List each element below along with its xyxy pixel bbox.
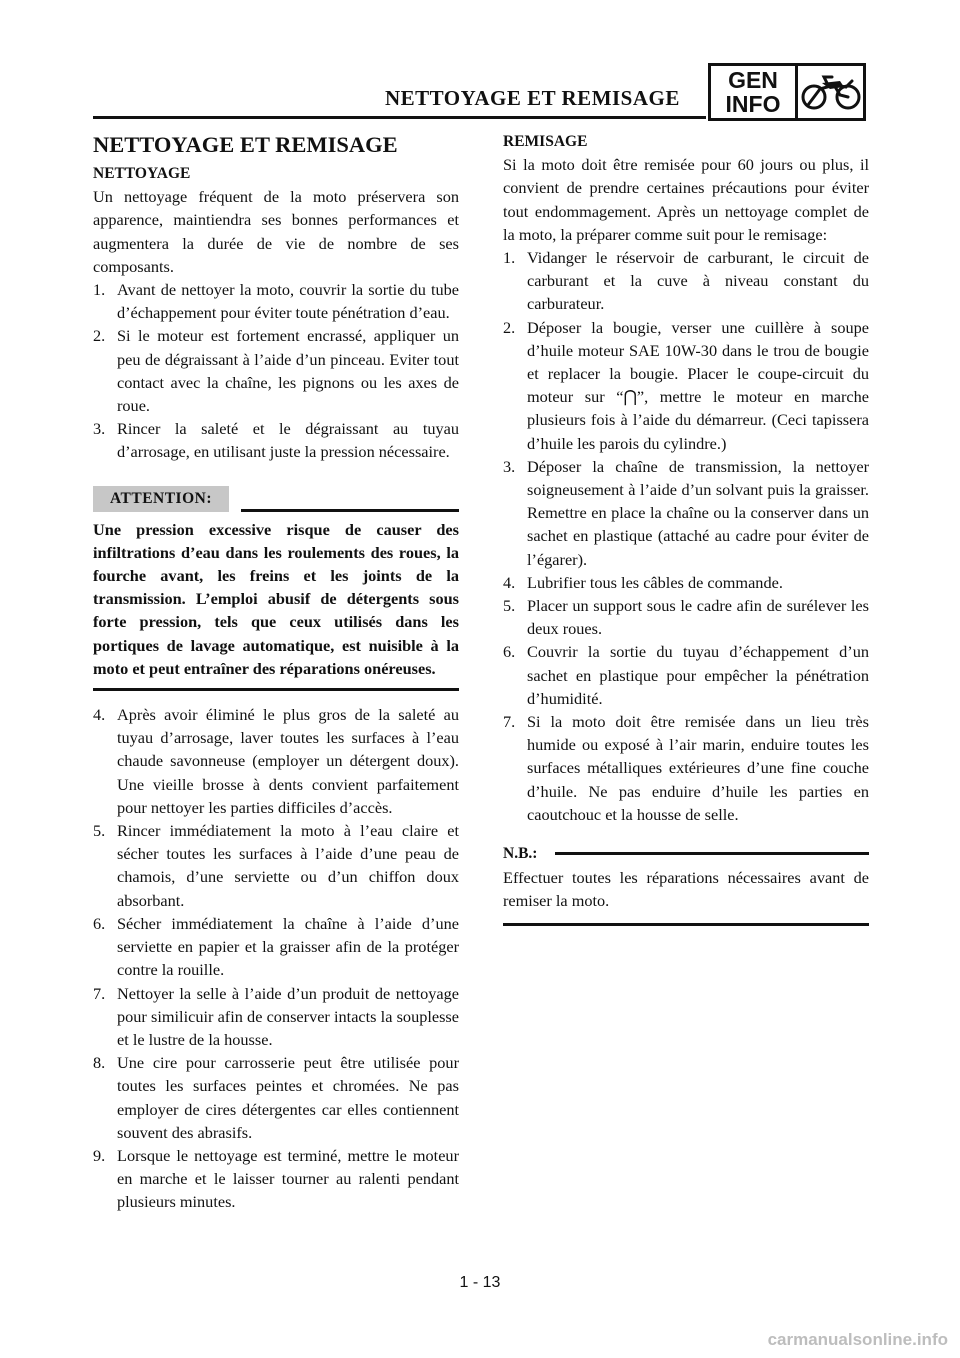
list-item	[503, 455, 869, 571]
list-item-number: 1.	[93, 280, 106, 300]
gen-info-badge	[708, 63, 866, 121]
list-item-number: 7.	[503, 712, 516, 732]
attention-end-rule	[93, 688, 459, 691]
attention-rule	[241, 509, 459, 512]
list-item-number: 4.	[503, 572, 516, 592]
list-item-text: Après avoir éliminé le plus gros de la saleté au tuyau d’arrosage, laver toutes les surfaces à l’eau chaude savonneuse (employer un détergent doux). Une vieille brosse à dents convient parfaitement pour nettoyer les parties difficiles d’accès.	[117, 705, 459, 817]
attention-text: Une pression excessive risque de causer des infiltrations d’eau dans les roulements des roues, la fourche avant, les freins et les joints de la transmission. L’emploi abusif de détergents sous forte pression, tels que ceux utilisés dans les portiques de lavage automatique, est nuisible à la moto et peut entraîner des réparations onéreuses.	[93, 519, 459, 678]
list-item-number: 3.	[93, 419, 106, 439]
badge-text	[711, 66, 798, 118]
list-item-text: Rincer immédiatement la moto à l’eau claire et sécher toutes les surfaces à l’aide d’une peau de chamois, d’une serviette ou d’un chiffon doux absorbant.	[117, 821, 459, 910]
list-item-number: 4.	[93, 705, 106, 725]
list-item-text: Si le moteur est fortement encrassé, appliquer un peu de dégraissant à l’aide d’un pinceau. Eviter tout contact avec la chaîne, les pignons ou les axes de roue.	[117, 326, 459, 416]
list-item-text: Vidanger le réservoir de carburant, le circuit de carburant et la cuve à niveau constant du carburateur.	[527, 248, 869, 314]
list-item	[503, 710, 869, 826]
header-rule	[93, 116, 706, 119]
list-item-text: Si la moto doit être remisée dans un lieu très humide ou exposé à l’air marin, enduire toutes les surfaces métalliques extérieures d’une fine couche d’huile. Ne pas enduire d’huile les parties en caoutchouc et la housse de selle.	[527, 712, 869, 824]
header-title: NETTOYAGE ET REMISAGE	[385, 86, 680, 110]
list-item-text: Une cire pour carrosserie peut être utilisée pour toutes les surfaces peintes et chromées. Ne pas employer de cires détergentes car elles contiennent souvent des abrasifs.	[117, 1053, 459, 1142]
note-label: N.B.:	[503, 845, 538, 863]
list-item-number: 6.	[93, 913, 106, 933]
list-item	[93, 819, 459, 912]
list-item-number: 7.	[93, 983, 106, 1003]
washing-steps-list	[93, 703, 459, 1213]
watermark: carmanualsonline.info	[767, 1330, 948, 1349]
list-item-text: Nettoyer la selle à l’aide d’un produit de nettoyage pour similicuir afin de conserver intacts la souplesse et le lustre de la housse.	[117, 983, 459, 1049]
list-item-text: Sécher immédiatement la chaîne à l’aide d’une serviette en papier et la graisser afin de la protéger contre la rouille.	[117, 913, 459, 980]
note-rule	[555, 852, 869, 855]
subsection-title-remisage: REMISAGE	[503, 133, 588, 150]
storage-steps-list	[503, 246, 869, 826]
note-text: Effectuer toutes les réparations nécessaires avant de remiser la moto.	[503, 868, 869, 911]
list-item	[93, 982, 459, 1052]
left-column	[93, 130, 459, 1214]
list-item-number: 5.	[503, 596, 516, 616]
list-item	[503, 246, 869, 316]
attention-header	[93, 486, 459, 518]
note-header	[503, 846, 869, 866]
list-item	[503, 571, 869, 594]
list-item	[93, 417, 459, 463]
list-item-number: 2.	[93, 326, 106, 346]
cleaning-steps-list	[93, 278, 459, 464]
list-item-number: 6.	[503, 642, 516, 662]
motorcycle-icon	[798, 66, 863, 118]
note-end-rule	[503, 923, 869, 926]
list-item	[93, 1144, 459, 1214]
list-item	[93, 324, 459, 417]
list-item-number: 5.	[93, 821, 106, 841]
storage-intro: Si la moto doit être remisée pour 60 jours ou plus, il convient de prendre certaines précautions pour éviter tout endommagement. Après un nettoyage complet de la moto, la préparer comme suit pour le remisage:	[503, 155, 869, 244]
subsection-title-nettoyage: NETTOYAGE	[93, 165, 191, 182]
list-item-text: Lubrifier tous les câbles de commande.	[527, 572, 783, 592]
right-column	[503, 130, 869, 938]
list-item-number: 1.	[503, 248, 516, 268]
list-item-text: Avant de nettoyer la moto, couvrir la sortie du tube d’échappement pour éviter toute pénétration d’eau.	[117, 280, 459, 323]
list-item-text: Déposer la chaîne de transmission, la nettoyer soigneusement à l’aide d’un solvant puis la graisser. Remettre en place la chaîne ou la conserver dans un sachet en plastique (attaché au cadre pour éviter de l’égarer).	[527, 456, 869, 569]
section-title: NETTOYAGE ET REMISAGE	[93, 132, 398, 157]
list-item-text: Placer un support sous le cadre afin de surélever les deux roues.	[527, 596, 869, 639]
badge-line2: INFO	[725, 91, 781, 117]
list-item	[93, 278, 459, 324]
list-item	[503, 316, 869, 455]
list-item	[93, 1051, 459, 1144]
list-item	[503, 594, 869, 640]
list-item-number: 2.	[503, 317, 516, 337]
list-item-number: 8.	[93, 1053, 106, 1073]
list-item-number: 9.	[93, 1145, 106, 1165]
page-number: 1 - 13	[459, 1274, 501, 1291]
list-item-text: Rincer la saleté et le dégraissant au tuyau d’arrosage, en utilisant juste la pression nécessaire.	[117, 419, 459, 462]
list-item-text: Déposer la bougie, verser une cuillère à soupe d’huile moteur SAE 10W-30 dans le trou de bougie et replacer la bougie. Placer le coupe-circuit du moteur sur “⋂”, mettre le moteur en marche plusieurs fois à l’aide du démarreur. (Ceci tapissera d’huile les parois du cylindre.)	[527, 317, 869, 453]
list-item	[93, 912, 459, 982]
list-item	[503, 640, 869, 710]
list-item-text: Lorsque le nettoyage est terminé, mettre le moteur en marche et le laisser tourner au ralenti pendant plusieurs minutes.	[117, 1145, 459, 1212]
badge-line1: GEN	[728, 67, 778, 93]
intro-paragraph: Un nettoyage fréquent de la moto préservera son apparence, maintiendra ses bonnes performances et augmentera la durée de vie de nombre de ses composants.	[93, 187, 459, 276]
list-item-number: 3.	[503, 456, 516, 476]
list-item-text: Couvrir la sortie du tuyau d’échappement d’un sachet en plastique pour empêcher la pénétration d’humidité.	[527, 642, 869, 708]
list-item	[93, 703, 459, 819]
attention-label: ATTENTION:	[93, 486, 229, 512]
